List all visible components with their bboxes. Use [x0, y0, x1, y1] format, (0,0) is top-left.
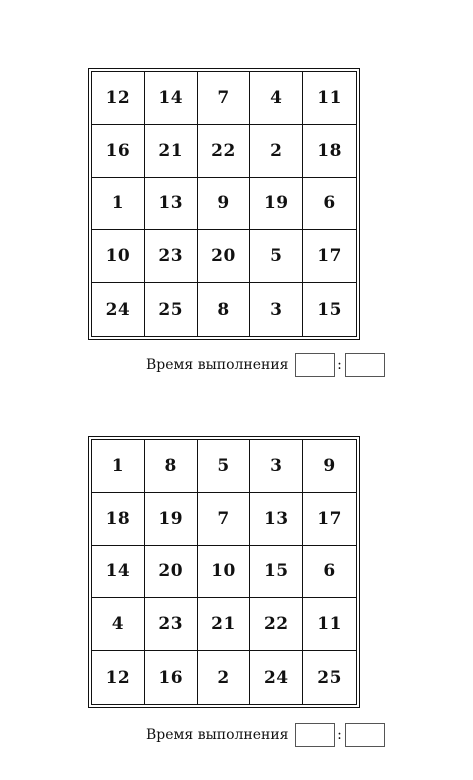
grid-cell: 4	[92, 598, 145, 651]
grid-cell: 9	[303, 440, 356, 493]
grid-cell: 14	[145, 72, 198, 125]
grid-cell: 7	[198, 493, 251, 546]
grid-cell: 13	[250, 493, 303, 546]
grid-cell: 11	[303, 598, 356, 651]
grid-cell: 25	[145, 283, 198, 336]
grid-cell: 17	[303, 493, 356, 546]
grid-cell: 8	[145, 440, 198, 493]
seconds-box[interactable]	[345, 353, 385, 377]
grid-cell: 5	[250, 230, 303, 283]
grid-cell: 4	[250, 72, 303, 125]
grid-cell: 19	[250, 178, 303, 231]
grid-cell: 5	[198, 440, 251, 493]
grid-cell: 8	[198, 283, 251, 336]
grid-cell: 24	[92, 283, 145, 336]
grid-cell: 24	[250, 651, 303, 704]
grid-cell: 21	[198, 598, 251, 651]
grid-cell: 22	[198, 125, 251, 178]
grid-cell: 9	[198, 178, 251, 231]
grid-cell: 3	[250, 440, 303, 493]
grid-cell: 13	[145, 178, 198, 231]
time-separator: :	[337, 727, 342, 743]
grid-cell: 23	[145, 230, 198, 283]
grid-cell: 10	[92, 230, 145, 283]
completion-time-label: Время выполнения	[146, 727, 289, 743]
grid-cell: 18	[92, 493, 145, 546]
grid-cell: 12	[92, 72, 145, 125]
grid-cell: 20	[145, 546, 198, 599]
grid-cell: 15	[317, 299, 342, 320]
grid-cell: 19	[145, 493, 198, 546]
minutes-box[interactable]	[295, 723, 335, 747]
grid-cell: 2	[198, 651, 251, 704]
table-frame	[88, 68, 360, 340]
grid-cell: 7	[198, 72, 251, 125]
number-grid	[91, 71, 357, 337]
grid-cell: 21	[145, 125, 198, 178]
grid-cell: 25	[317, 667, 342, 688]
schulte-table-2	[88, 436, 360, 708]
time-separator: :	[337, 357, 342, 373]
grid-cell: 23	[145, 598, 198, 651]
grid-cell: 6	[303, 178, 356, 231]
seconds-box[interactable]	[345, 723, 385, 747]
grid-cell: 3	[250, 283, 303, 336]
grid-cell: 1	[92, 440, 145, 493]
completion-time-row-1	[146, 352, 385, 378]
grid-cell: 12	[92, 651, 145, 704]
grid-cell: 15	[250, 546, 303, 599]
table-frame	[88, 436, 360, 708]
grid-cell: 16	[92, 125, 145, 178]
grid-cell: 11	[303, 72, 356, 125]
schulte-table-1	[88, 68, 360, 340]
grid-cell: 16	[145, 651, 198, 704]
grid-cell: 1	[92, 178, 145, 231]
grid-cell: 10	[198, 546, 251, 599]
grid-cell: 6	[303, 546, 356, 599]
grid-cell: 18	[303, 125, 356, 178]
completion-time-row-2	[146, 722, 385, 748]
grid-cell: 22	[250, 598, 303, 651]
grid-cell: 20	[198, 230, 251, 283]
completion-time-label: Время выполнения	[146, 357, 289, 373]
grid-cell: 2	[250, 125, 303, 178]
grid-cell: 14	[92, 546, 145, 599]
grid-cell: 17	[303, 230, 356, 283]
number-grid	[91, 439, 357, 705]
minutes-box[interactable]	[295, 353, 335, 377]
